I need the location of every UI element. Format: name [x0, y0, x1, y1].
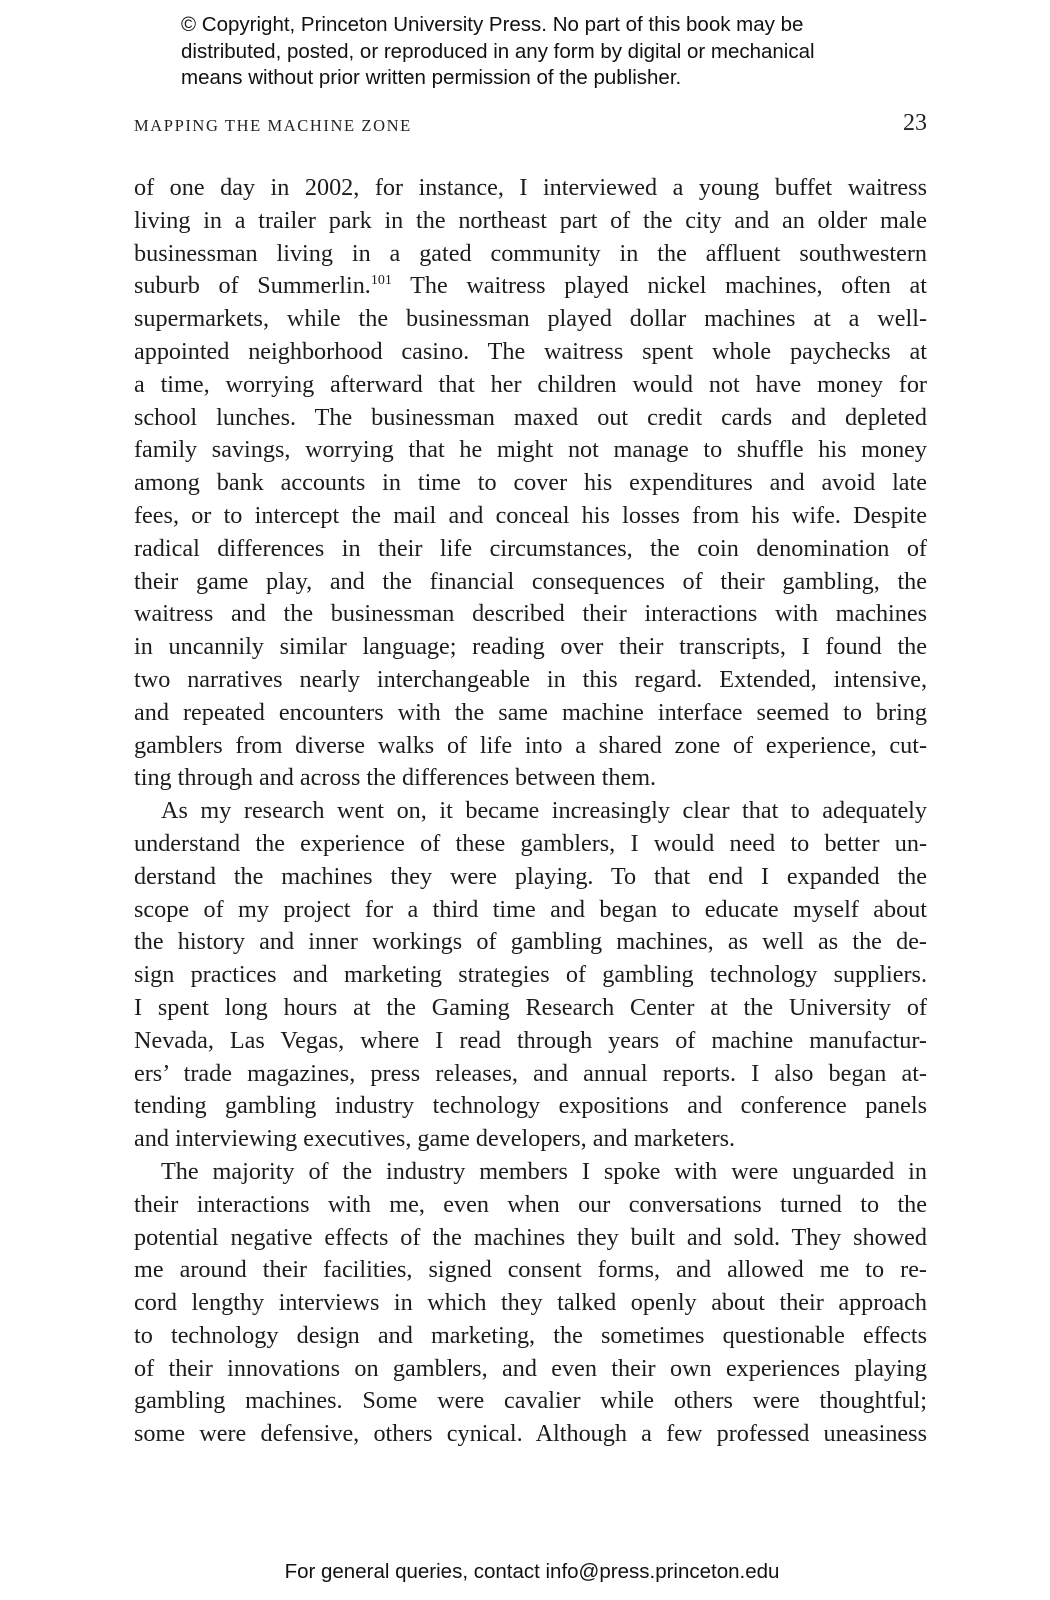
footnote-reference[interactable]: 101: [370, 273, 392, 289]
copyright-line: distributed, posted, or reproduced in any form by digital or mechanical: [181, 39, 815, 63]
text-line: scope of my project for a third time and began to educate myself about: [134, 895, 927, 923]
text-line: in uncannily similar language; reading over their transcripts, I found the: [134, 633, 927, 661]
text-fragment: The waitress played nickel machines, often at: [391, 272, 927, 300]
text-line: businessman living in a gated community in the affluent southwestern: [134, 239, 927, 267]
running-title: MAPPING THE MACHINE ZONE: [134, 116, 412, 135]
text-line: cord lengthy interviews in which they talked openly about their approach: [134, 1289, 927, 1317]
text-line: Nevada, Las Vegas, where I read through years of machine manufactur-: [134, 1026, 927, 1054]
text-fragment: suburb of Summerlin.: [134, 272, 371, 300]
text-line: gamblers from diverse walks of life into a shared zone of experience, cut-: [134, 731, 927, 759]
text-line: family savings, worrying that he might not manage to shuffle his money: [134, 436, 927, 464]
text-line: living in a trailer park in the northeast part of the city and an older male: [134, 206, 927, 234]
text-line: of one day in 2002, for instance, I interviewed a young buffet waitress: [134, 174, 927, 201]
copyright-line: means without prior written permission of the publisher.: [181, 66, 682, 89]
text-line: among bank accounts in time to cover his expenditures and avoid late: [134, 469, 927, 497]
body-text: [134, 172, 927, 1451]
text-line: school lunches. The businessman maxed out credit cards and depleted: [134, 403, 927, 431]
text-line: fees, or to intercept the mail and conceal his losses from his wife. Despite: [134, 501, 927, 529]
text-line: a time, worrying afterward that her children would not have money for: [134, 370, 927, 398]
text-line: two narratives nearly interchangeable in this regard. Extended, intensive,: [134, 665, 927, 693]
text-line: potential negative effects of the machines they built and sold. They showed: [134, 1223, 927, 1251]
text-line: and repeated encounters with the same machine interface seemed to bring: [134, 698, 927, 726]
text-line: ers’ trade magazines, press releases, and annual reports. I also began at-: [134, 1059, 927, 1087]
text-line: waitress and the businessman described their interactions with machines: [134, 600, 927, 628]
text-line: me around their facilities, signed consent forms, and allowed me to re-: [134, 1256, 927, 1284]
copyright-notice: [181, 12, 1001, 92]
text-line: derstand the machines they were playing. To that end I expanded the: [134, 862, 927, 890]
paragraph: [134, 1156, 927, 1451]
text-line: ting through and across the differences between them.: [134, 764, 657, 792]
text-line: to technology design and marketing, the sometimes questionable effects: [134, 1321, 927, 1349]
text-line: of their innovations on gamblers, and even their own experiences playing: [134, 1354, 927, 1382]
running-head: [134, 110, 927, 140]
text-line: understand the experience of these gamblers, I would need to better un-: [134, 829, 927, 857]
text-line: gambling machines. Some were cavalier while others were thoughtful;: [134, 1387, 927, 1415]
text-line: radical differences in their life circumstances, the coin denomination of: [134, 534, 927, 562]
text-line: their interactions with me, even when our conversations turned to the: [134, 1190, 927, 1218]
text-line: supermarkets, while the businessman played dollar machines at a well-: [134, 305, 927, 333]
paragraph: [134, 172, 927, 795]
text-line: their game play, and the financial consequences of their gambling, the: [134, 567, 927, 595]
text-line: As my research went on, it became increasingly clear that to adequately: [161, 797, 927, 825]
text-line: and interviewing executives, game developers, and marketers.: [134, 1125, 736, 1153]
page-number: 23: [903, 110, 927, 136]
text-line: [134, 270, 927, 303]
text-line: tending gambling industry technology expositions and conference panels: [134, 1092, 927, 1120]
footer-contact: For general queries, contact info@press.princeton.edu: [284, 1560, 780, 1583]
text-line: appointed neighborhood casino. The waitress spent whole paychecks at: [134, 337, 927, 365]
text-line: The majority of the industry members I spoke with were unguarded in: [161, 1157, 927, 1185]
text-line: I spent long hours at the Gaming Research Center at the University of: [134, 993, 927, 1021]
paragraph: [134, 795, 927, 1156]
copyright-line: © Copyright, Princeton University Press. No part of this book may be: [181, 13, 804, 36]
text-line: sign practices and marketing strategies of gambling technology suppliers.: [134, 961, 927, 989]
text-line: some were defensive, others cynical. Although a few professed uneasiness: [134, 1420, 927, 1448]
text-line: the history and inner workings of gambling machines, as well as the de-: [134, 928, 927, 956]
